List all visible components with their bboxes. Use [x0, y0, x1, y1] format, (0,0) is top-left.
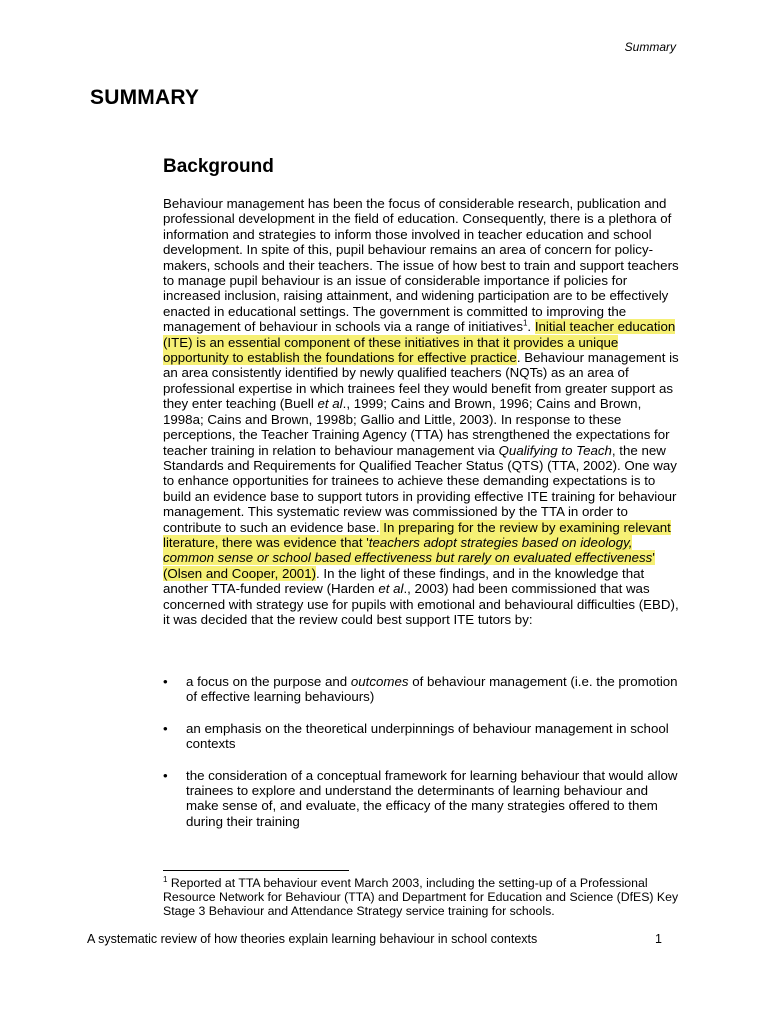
text-run: . Behaviour management is an area consistently identified by newly qualified teachers (NQTs) as an area of professional expertise in which trainees feel they would benefit from greater support as they enter teaching (Buell [163, 350, 679, 412]
text-run: an emphasis on the theoretical underpinnings of behaviour management in school contexts [186, 720, 669, 752]
text-run: , the new Standards and Requirements for Qualified Teacher Status (QTS) (TTA, 2002). One way to enhance opportunities for trainees to achieve these demanding expectations is to build an evidence base to support tutors in providing effective ITE training for behaviour management. This systematic review was commissioned by the TTA in order to contribute to such an evidence base. [163, 442, 677, 535]
text-run: . In the light of these findings, and in the knowledge that another TTA-funded review (Harden [163, 565, 645, 597]
footnote-reference[interactable]: 1 [522, 318, 528, 328]
page-number: 1 [655, 932, 662, 946]
italic-text: et al [378, 581, 404, 597]
highlighted-quote: teachers adopt strategies based on ideology, common sense or school based effectiveness but rarely on evaluated effectiveness [163, 534, 653, 566]
footnote-divider [163, 870, 349, 871]
page-footer: A systematic review of how theories explain learning behaviour in school contexts [87, 932, 538, 946]
italic-text: et al [317, 396, 343, 412]
page-title: SUMMARY [90, 86, 200, 109]
bullet-icon: • [163, 674, 168, 689]
body-paragraph [163, 196, 683, 627]
text-run: ., 1999; Cains and Brown, 1996; Cains and Brown, 1998a; Cains and Brown, 1998b; Gallio and Little, 2003). In response to these perceptions, the Teacher Training Agency (TTA) has strengthened the expectations for teacher training in relation to behaviour management via [163, 396, 670, 458]
list-item [163, 768, 683, 830]
text-run: a focus on the purpose and [186, 674, 351, 689]
running-header: Summary [624, 40, 676, 54]
list-item [163, 721, 683, 752]
highlighted-text: Initial teacher education (ITE) is an essential component of these initiatives in that it provides a unique opportunity to establish the foundations for effective practice [163, 319, 676, 366]
footnote-text: Reported at TTA behaviour event March 2003, including the setting-up of a Professional Resource Network for Behaviour (TTA) and Department for Education and Science (DfES) Key Stage 3 Behaviour and Attendance Strategy service training for schools. [163, 876, 679, 918]
text-run: Behaviour management has been the focus of considerable research, publication and professional development in the field of education. Consequently, there is a plethora of information and strategies to inform those involved in teacher education and school development. In spite of this, pupil behaviour remains an area of concern for policy-makers, schools and their teachers. The issue of how best to train and support teachers to manage pupil behaviour is an issue of considerable importance if policies for increased inclusion, raising attainment, and widening participation are to be effectively enacted in educational settings. The government is committed to improving the management of behaviour in schools via a range of initiatives [163, 196, 679, 335]
list-item [163, 674, 683, 705]
footnote [163, 876, 688, 918]
highlighted-text: In preparing for the review by examining relevant literature, there was evidence that ' [163, 519, 671, 550]
section-heading: Background [163, 156, 274, 177]
bullet-icon: • [163, 767, 168, 783]
bullet-list [163, 674, 683, 845]
footnote-number: 1 [163, 874, 168, 884]
bullet-icon: • [163, 720, 168, 736]
highlighted-text: ' (Olsen and Cooper, 2001) [163, 550, 655, 581]
italic-text: Qualifying to Teach [498, 442, 612, 458]
text-run: the consideration of a conceptual framework for learning behaviour that would allow trainees to explore and understand the determinants of learning behaviour and make sense of, and evaluate, the efficacy of the many strategies offered to them during their training [186, 767, 678, 829]
text-run: ., 2003) had been commissioned that was concerned with strategy use for pupils with emotional and behavioural difficulties (EBD), it was decided that the review could best support ITE tutors by: [163, 581, 679, 627]
italic-text: outcomes [350, 674, 409, 689]
text-run: of behaviour management (i.e. the promotion of effective learning behaviours) [186, 674, 678, 705]
text-run: . [527, 319, 535, 335]
